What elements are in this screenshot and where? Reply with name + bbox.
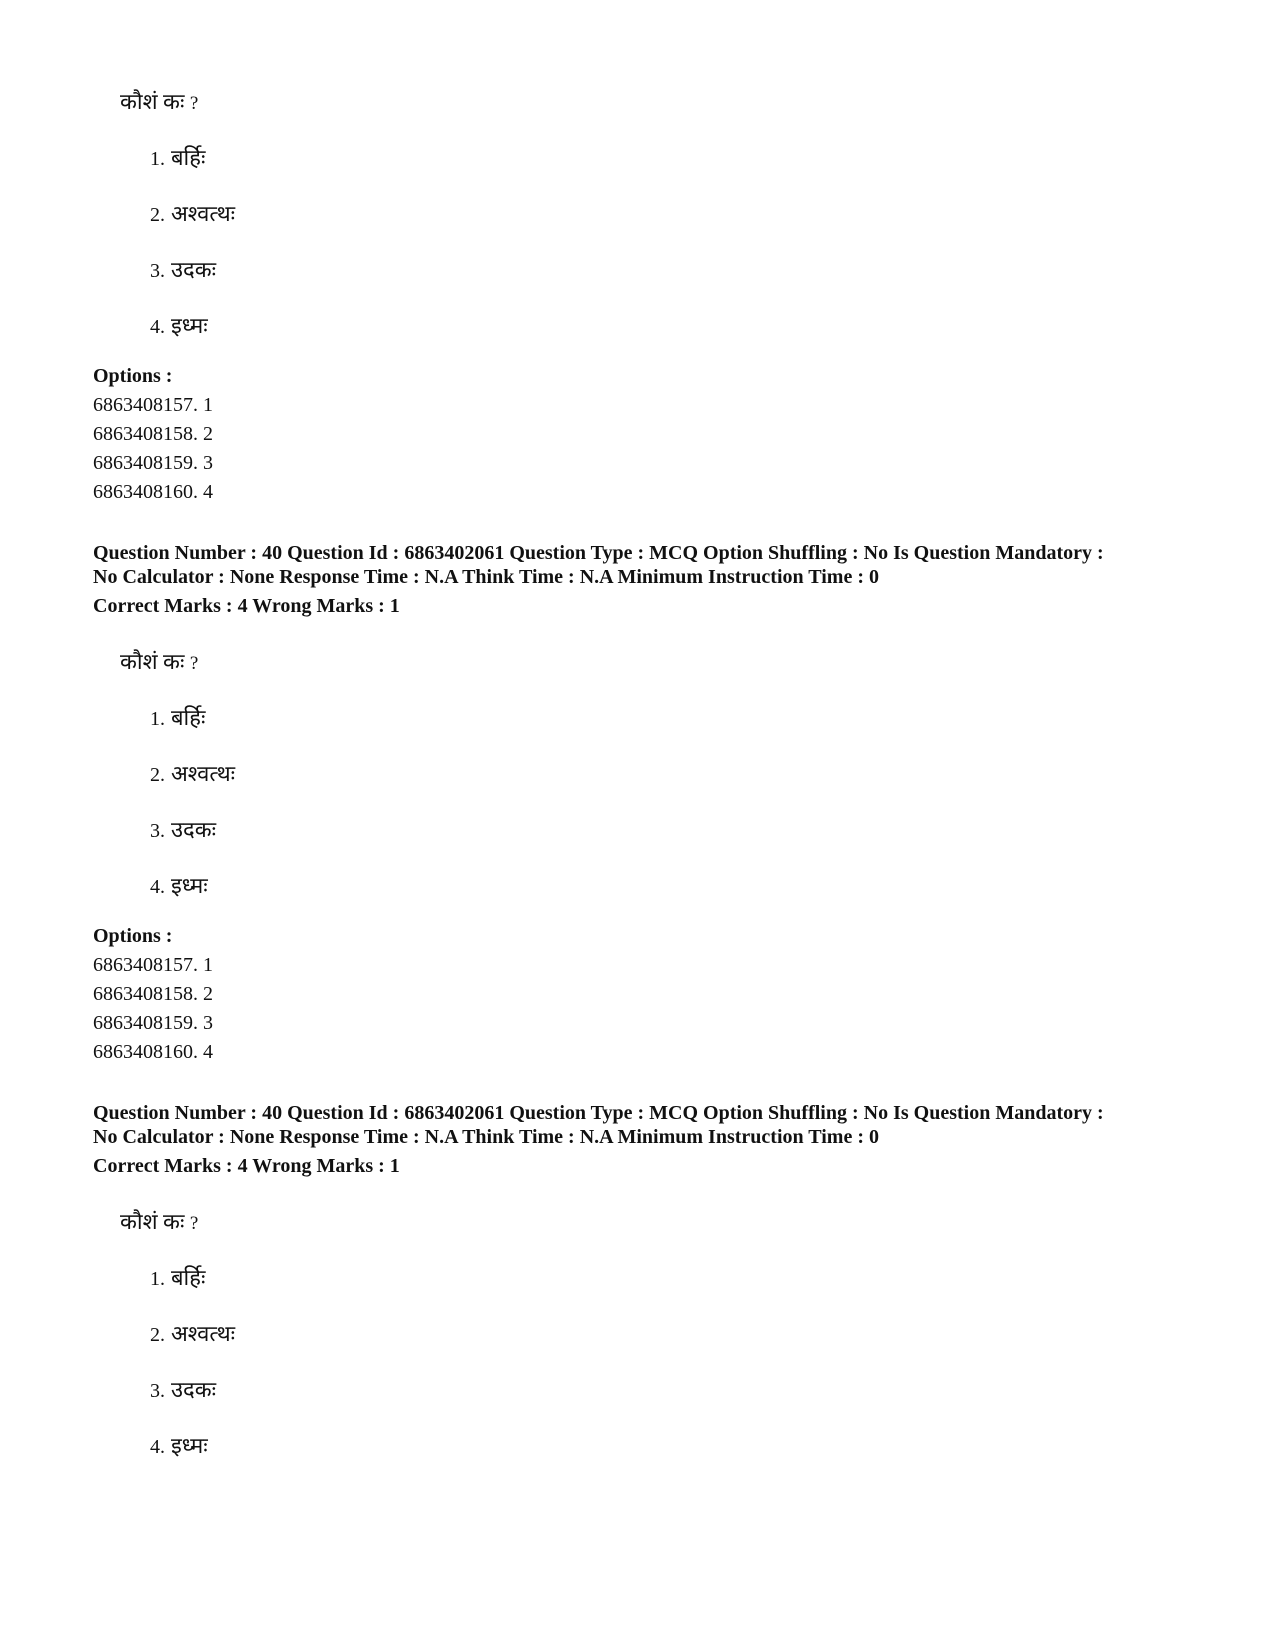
option-item: 6863408158. 2: [93, 423, 213, 445]
question-metadata: [93, 1101, 1193, 1178]
question-metadata: [93, 541, 1193, 618]
choice-3: 3. उदकः: [150, 817, 217, 842]
options-list: [93, 362, 213, 507]
choice-3: 3. उदकः: [150, 1377, 217, 1402]
marks-line: Correct Marks : 4 Wrong Marks : 1: [93, 595, 400, 617]
options-list: [93, 922, 213, 1067]
choice-1: 1. बर्हिः: [150, 1265, 206, 1290]
option-item: 6863408159. 3: [93, 452, 213, 474]
choice-2: 2. अश्वत्थः: [150, 1321, 236, 1346]
choice-4: 4. इध्मः: [150, 313, 208, 338]
option-item: 6863408159. 3: [93, 1012, 213, 1034]
options-title: Options :: [93, 925, 173, 947]
option-item: 6863408158. 2: [93, 983, 213, 1005]
question-text: कौशं कः ?: [120, 1209, 199, 1234]
question-image: [120, 1206, 340, 1596]
option-item: 6863408157. 1: [93, 394, 213, 416]
option-item: 6863408160. 4: [93, 1041, 213, 1063]
choice-3: 3. उदकः: [150, 257, 217, 282]
metadata-line-2: No Calculator : None Response Time : N.A Think Time : N.A Minimum Instruction Time : 0: [93, 566, 879, 588]
question-text: कौशं कः ?: [120, 89, 199, 114]
option-item: 6863408157. 1: [93, 954, 213, 976]
question-text: कौशं कः ?: [120, 649, 199, 674]
choice-1: 1. बर्हिः: [150, 145, 206, 170]
choice-1: 1. बर्हिः: [150, 705, 206, 730]
metadata-line-2: No Calculator : None Response Time : N.A Think Time : N.A Minimum Instruction Time : 0: [93, 1126, 879, 1148]
option-item: 6863408160. 4: [93, 481, 213, 503]
metadata-line-1: Question Number : 40 Question Id : 6863402061 Question Type : MCQ Option Shuffling : No Is Question Mandatory :: [93, 1102, 1104, 1124]
choice-4: 4. इध्मः: [150, 873, 208, 898]
options-title: Options :: [93, 365, 173, 387]
metadata-line-1: Question Number : 40 Question Id : 6863402061 Question Type : MCQ Option Shuffling : No Is Question Mandatory :: [93, 542, 1104, 564]
choice-2: 2. अश्वत्थः: [150, 761, 236, 786]
choice-4: 4. इध्मः: [150, 1433, 208, 1458]
marks-line: Correct Marks : 4 Wrong Marks : 1: [93, 1155, 400, 1177]
choice-2: 2. अश्वत्थः: [150, 201, 236, 226]
